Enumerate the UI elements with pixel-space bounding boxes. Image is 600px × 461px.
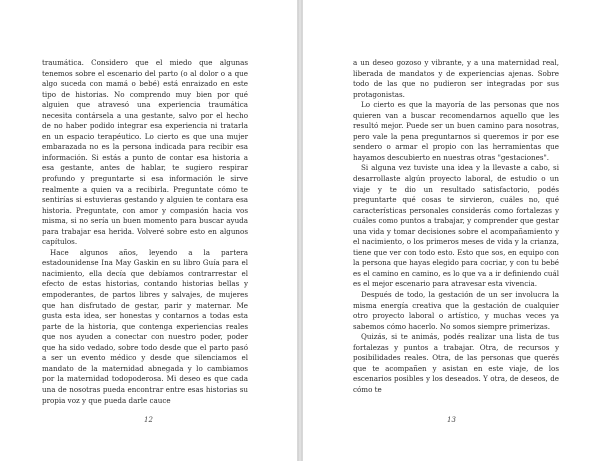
paragraph: Lo cierto es que la mayoría de las personas que nos quieren van a buscar recomendarnos aquello que les resultó mejor. Puede ser un buen camino para nosotras, pero vale la pena preguntarnos si queremos ir por ese sendero o armar el propio con las herramientas que hayamos descubierto en nuestras otras "gestaciones".: [353, 100, 559, 162]
left-page: [0, 0, 298, 461]
page-number: 13: [447, 416, 456, 424]
right-page-body: [353, 58, 559, 396]
left-page-body: [42, 58, 248, 406]
paragraph: Después de todo, la gestación de un ser involucra la misma energía creativa que la gestación de cualquier otro proyecto laboral o artístico, y muchas veces ya sabemos cómo hacerlo. No somos siempre primerizas.: [353, 290, 559, 331]
paragraph: Si alguna vez tuviste una idea y la llevaste a cabo, si desarrollaste algún proyecto laboral, de estudio o un viaje y te dio un resultado satisfactorio, podés preguntarte qué cosas te sirvieron, cuáles no, qué características personales considerás como fortalezas y cuáles como puntos a trabajar, y comprender que gestar una vida y tomar decisiones sobre el acompañamiento y el nacimiento, o los primeros meses de vida y la crianza, tiene que ver con todo esto. Esto que sos, en equipo con la persona que hayas elegido para cocriar, y con tu bebé es el camino en camino, es lo que va a ir definiendo cuál es el mejor escenario para atravesar esta vivencia.: [353, 163, 559, 289]
paragraph: Quizás, si te animás, podés realizar una lista de tus fortalezas y puntos a trabajar. Otra, de recursos y posibilidades reales. Otra, de las personas que querés que te acompañen y asistan en este viaje, de los escenarios posibles y los deseados. Y otra, de deseos, de cómo te: [353, 332, 559, 394]
right-page: [302, 0, 600, 461]
paragraph: Hace algunos años, leyendo a la partera estadounidense Ina May Gaskin en su libro Guía para el nacimiento, ella decía que debíamos contrarrestar el efecto de estas historias, contando historias bellas y empoderantes, de partos libres y salvajes, de mujeres que han disfrutado de gestar, parir y maternar. Me gusta esta idea, ser honestas y contarnos a todas esta parte de la historia, que contenga experiencias reales que nos ayuden a conectar con nuestro poder, poder que ha sido vedado, sobre todo desde que el parto pasó a ser un evento médico y desde que silenciamos el mandato de la maternidad abnegada y lo cambiamos por la maternidad todopoderosa. Mi deseo es que cada una de nosotras pueda encontrar entre esas historias su propia voz y que pueda darle cauce: [42, 247, 248, 405]
page-number: 12: [144, 416, 153, 424]
paragraph: traumática. Considero que el miedo que algunas tenemos sobre el escenario del parto (o al dolor o a que algo suceda con mamá o bebé) está enraizado en este tipo de historias. No comprendo muy bien por qué alguien que atravesó una experiencia traumática necesita contársela a una gestante, salvo por el hecho de no haber podido integrar esa experiencia ni tratarla en un espacio terapéutico. Lo cierto es que una mujer embarazada no es la persona indicada para recibir esa información. Si estás a punto de contar esa historia a esa gestante, antes de hablar, te sugiero respirar profundo y preguntarte si esa información le sirve realmente a quien va a recibirla. Preguntate cómo te sentirías si estuvieras gestando y alguien te contara esa historia. Preguntate, con amor y compasión hacia vos misma, si no sería un buen momento para buscar ayuda para trabajar esa herida. Volveré sobre esto en algunos capítulos.: [42, 58, 248, 247]
paragraph: a un deseo gozoso y vibrante, y a una maternidad real, liberada de mandatos y de experiencias ajenas. Sobre todo de las que no pudieron ser integradas por sus protagonistas.: [353, 58, 559, 99]
